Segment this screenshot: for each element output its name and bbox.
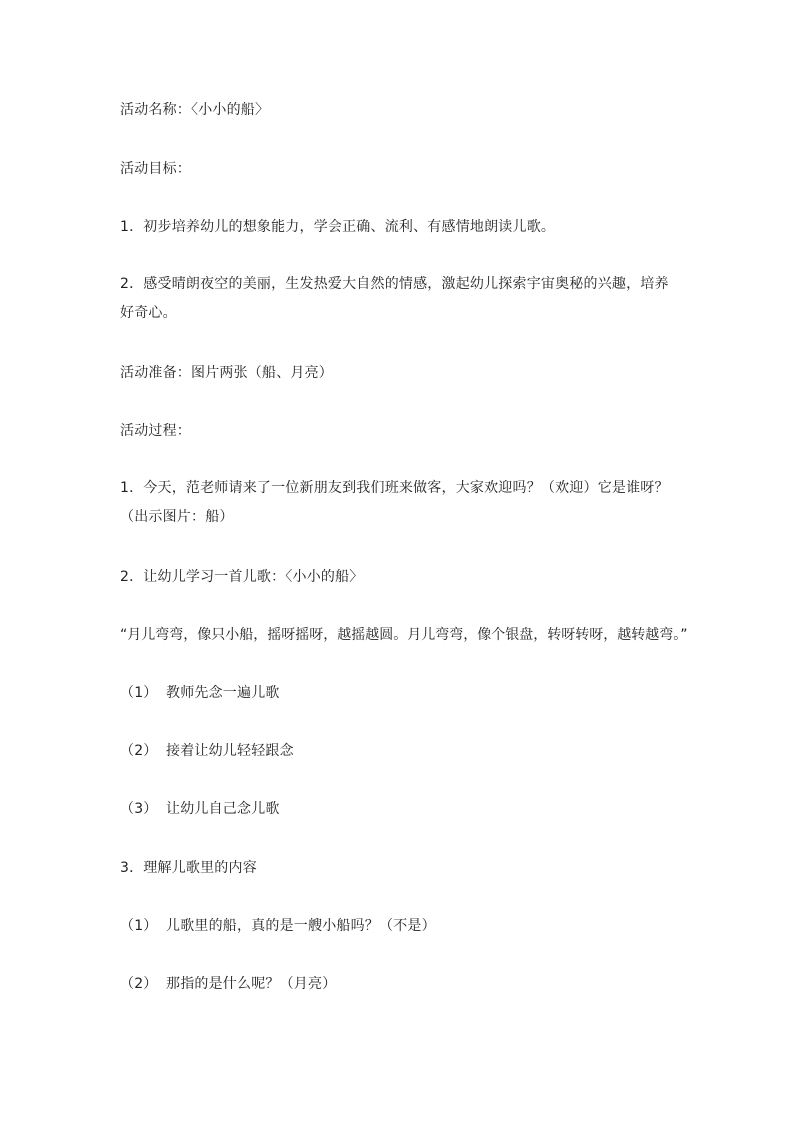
preparation-text: 活动准备：图片两张（船、月亮） bbox=[120, 365, 333, 381]
list-item-text: 儿歌里的船，真的是一艘小船吗？（不是） bbox=[166, 918, 436, 934]
list-item-text: 那指的是什么呢？（月亮） bbox=[166, 976, 337, 992]
list-item-text: 让幼儿自己念儿歌 bbox=[166, 801, 280, 817]
goal-item: 1．初步培养幼儿的想象能力，学会正确、流利、有感情地朗读儿歌。 bbox=[120, 219, 556, 235]
list-item-number: （2） bbox=[120, 743, 158, 759]
goal-item: 2．感受晴朗夜空的美丽，生发热爱大自然的情感，激起幼儿探索宇宙奥秘的兴趣，培养好奇心。 bbox=[120, 276, 669, 321]
list-item-text: 教师先念一遍儿歌 bbox=[166, 685, 280, 701]
list-item bbox=[120, 683, 280, 703]
process-heading: 活动过程： bbox=[120, 423, 191, 439]
process-step: 1．今天，范老师请来了一位新朋友到我们班来做客，大家欢迎吗？（欢迎）它是谁呀？（出示图片：船） bbox=[120, 480, 669, 525]
list-item bbox=[120, 799, 280, 819]
list-item-number: （2） bbox=[120, 976, 158, 992]
goals-heading: 活动目标： bbox=[120, 161, 191, 177]
list-item-number: （1） bbox=[120, 918, 158, 934]
list-item bbox=[120, 916, 436, 936]
process-step: 2．让幼儿学习一首儿歌：〈小小的船〉 bbox=[120, 569, 364, 585]
list-item-text: 接着让幼儿轻轻跟念 bbox=[166, 743, 294, 759]
process-step: 3．理解儿歌里的内容 bbox=[120, 860, 257, 876]
list-item-number: （3） bbox=[120, 801, 158, 817]
list-item-number: （1） bbox=[120, 685, 158, 701]
list-item bbox=[120, 974, 336, 994]
poem-text: “月儿弯弯，像只小船，摇呀摇呀，越摇越圆。月儿弯弯，像个银盘，转呀转呀，越转越弯。” bbox=[120, 627, 688, 643]
list-item bbox=[120, 741, 294, 761]
activity-name: 活动名称：〈小小的船〉 bbox=[120, 102, 270, 118]
